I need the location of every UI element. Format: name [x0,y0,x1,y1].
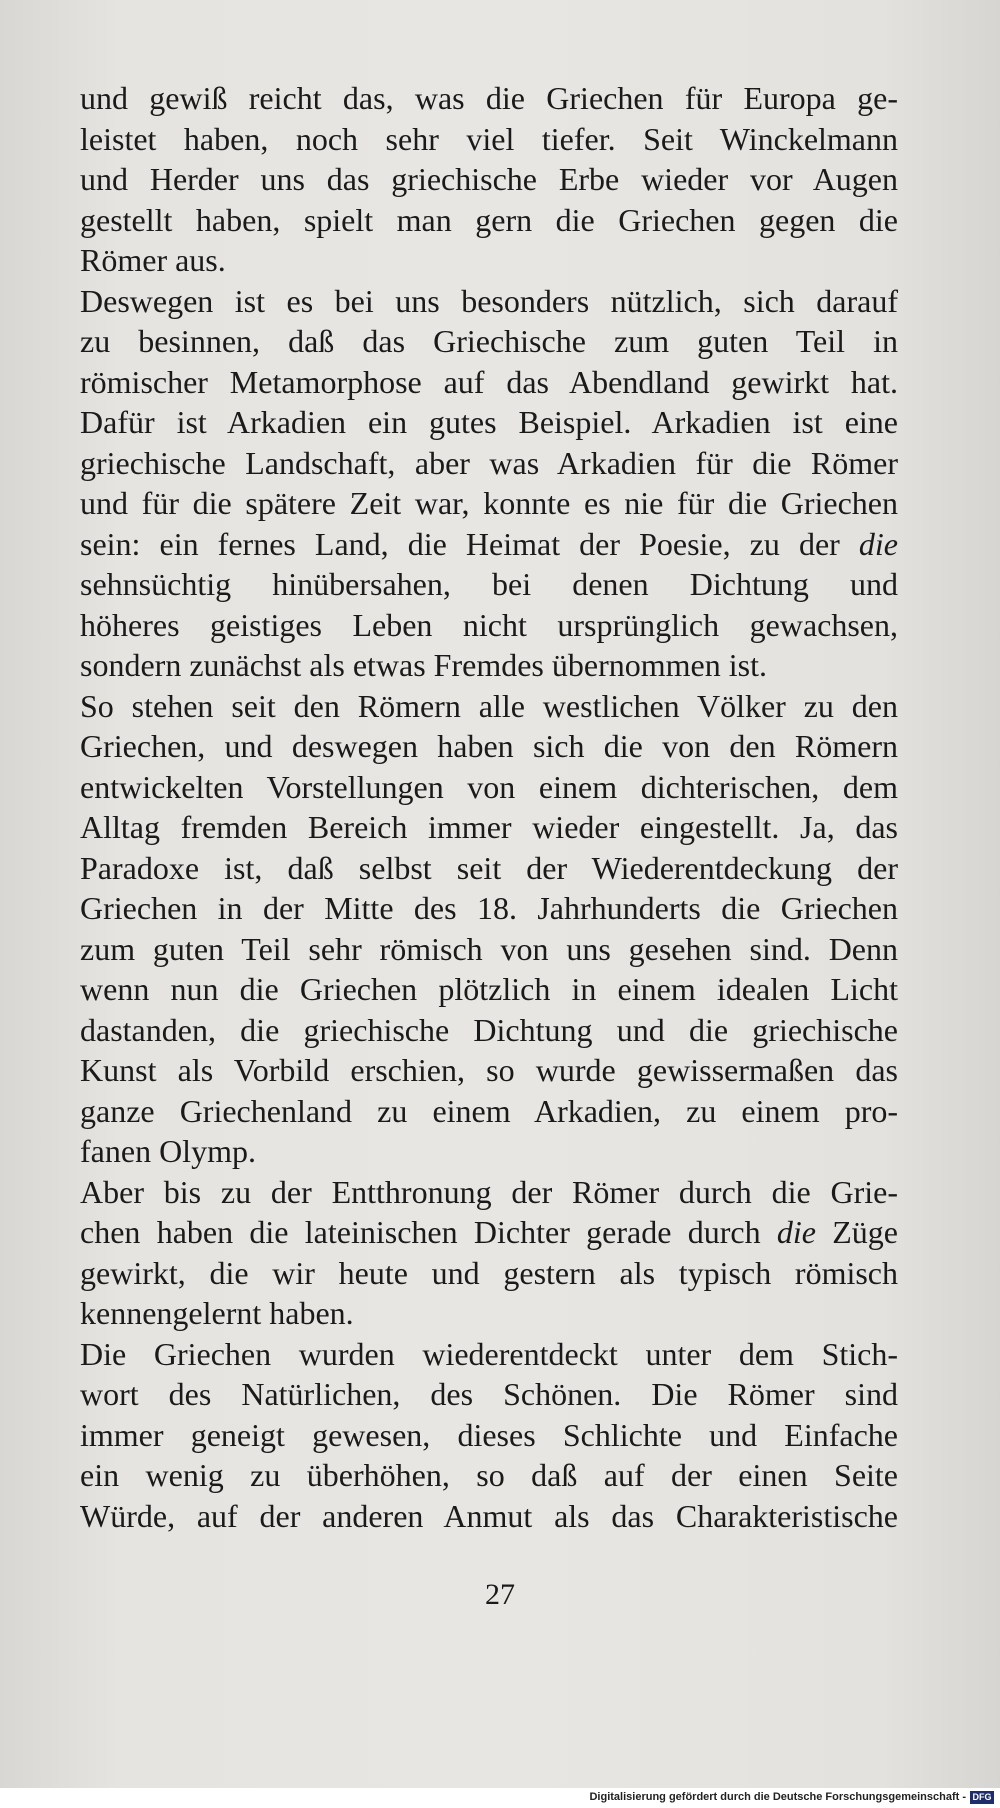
text-line: ganze Griechenland zu einem Arkadien, zu einem pro- [80,1092,898,1129]
footer-credit: Digitalisierung gefördert durch die Deutsche Forschungsgemeinschaft - [589,1791,966,1803]
text-line: Griechen in der Mitte des 18. Jahrhunderts die Griechen [80,890,898,926]
text-line: gestellt haben, spielt man gern die Griechen gegen die [80,201,898,238]
paragraph [80,281,898,686]
text-line: wort des Natürlichen, des Schönen. Die Römer sind [80,1376,898,1412]
text-line: Paradoxe ist, daß selbst seit der Wiederentdeckung der [80,849,898,886]
paragraph [80,78,898,281]
text-line: immer geneigt gewesen, dieses Schlichte und Einfache [80,1416,898,1453]
text-line: Würde, auf der anderen Anmut als das Charakteristische [80,1497,898,1534]
text-line: Kunst als Vorbild erschien, so wurde gewissermaßen das [80,1052,898,1088]
page-number: 27 [485,1578,515,1611]
emphasis: die [858,525,898,562]
text-line: wenn nun die Griechen plötzlich in einem idealen Licht [80,971,898,1007]
text-line: griechische Landschaft, aber was Arkadien für die Römer [80,444,898,481]
emphasis: die [776,1214,816,1250]
text-line: gewirkt, die wir heute und gestern als typisch römisch [80,1254,898,1291]
text-line: dastanden, die griechische Dichtung und die griechische [80,1011,898,1048]
text-line: sein: ein fernes Land, die Heimat der Poesie, zu der die [80,525,898,562]
text-line: Deswegen ist es bei uns besonders nützlich, sich darauf [80,282,898,319]
text-line: entwickelten Vorstellungen von einem dichterischen, dem [80,768,898,805]
text-line: kennengelernt haben. [80,1295,354,1331]
text-line: fanen Olymp. [80,1133,256,1169]
body-text [80,78,898,1536]
text-line: und gewiß reicht das, was die Griechen für Europa ge- [80,80,898,116]
text-line: sehnsüchtig hinübersahen, bei denen Dichtung und [80,566,898,602]
text-line: Die Griechen wurden wiederentdeckt unter dem Stich- [80,1335,898,1372]
text-line: Dafür ist Arkadien ein gutes Beispiel. Arkadien ist eine [80,404,898,440]
text-line: Griechen, und deswegen haben sich die von den Römern [80,728,898,764]
text-line: zum guten Teil sehr römisch von uns gesehen sind. Denn [80,930,898,967]
text-line: römischer Metamorphose auf das Abendland gewirkt hat. [80,363,898,400]
text-line: und Herder uns das griechische Erbe wieder vor Augen [80,161,898,197]
text-line: ein wenig zu überhöhen, so daß auf der einen Seite [80,1457,898,1493]
text-line: leistet haben, noch sehr viel tiefer. Seit Winckelmann [80,120,898,157]
dfg-logo: DFG [970,1791,994,1804]
text-line: Alltag fremden Bereich immer wieder eingestellt. Ja, das [80,809,898,845]
text-line: Aber bis zu der Entthronung der Römer durch die Grie- [80,1173,898,1210]
text-line: Römer aus. [80,242,226,278]
text-line: zu besinnen, daß das Griechische zum guten Teil in [80,323,898,359]
text-line: sondern zunächst als etwas Fremdes übernommen ist. [80,647,767,683]
paragraph [80,686,898,1172]
paragraph [80,1172,898,1334]
text-line: höheres geistiges Leben nicht ursprünglich gewachsen, [80,606,898,643]
paragraph [80,1334,898,1537]
text-line: chen haben die lateinischen Dichter gerade durch die Züge [80,1214,899,1250]
text-line: und für die spätere Zeit war, konnte es nie für die Griechen [80,485,898,521]
text-line: So stehen seit den Römern alle westlichen Völker zu den [80,687,898,724]
